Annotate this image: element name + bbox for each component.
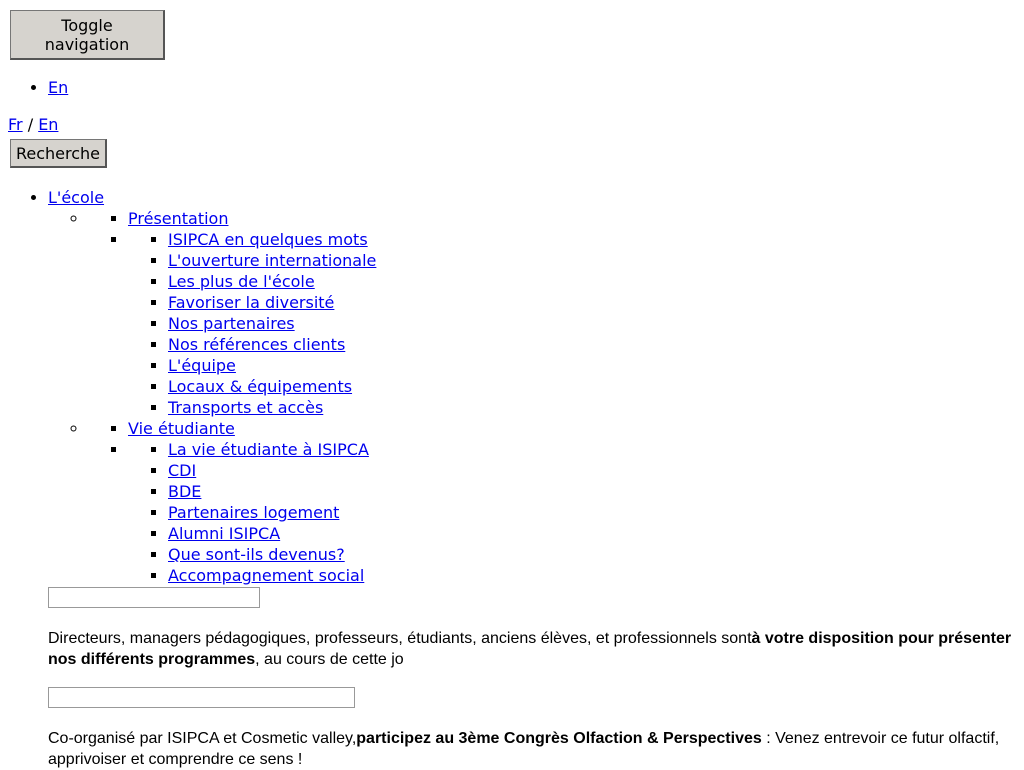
promo2-bold: participez au 3ème Congrès Olfaction & Perspectives [356,730,762,747]
nav-link-references-clients[interactable]: Nos références clients [168,335,346,354]
nav-link-alumni[interactable]: Alumni ISIPCA [168,524,281,543]
lang-en-link[interactable]: En [48,78,69,97]
nav-link-ecole[interactable]: L'école [48,188,105,207]
toggle-label-line1: Toggle [61,15,113,35]
nav-link-equipe[interactable]: L'équipe [168,356,236,375]
nav-ecole-submenu [48,208,376,586]
nav-link-ouverture-internationale[interactable]: L'ouverture internationale [168,251,377,270]
main-nav [0,187,376,586]
nav-item-presentation [88,208,376,418]
promo1-text: Directeurs, managers pédagogiques, professeurs, étudiants, anciens élèves, et professionnels sont [48,630,752,647]
lang-en-link-2[interactable]: En [38,115,59,134]
language-list [0,78,68,98]
promo-text-2 [48,728,1018,770]
nav-link-diversite[interactable]: Favoriser la diversité [168,293,335,312]
nav-link-vie-isipca[interactable]: La vie étudiante à ISIPCA [168,440,369,459]
language-list-item [48,78,68,98]
nav-link-devenus[interactable]: Que sont-ils devenus? [168,545,345,564]
nav-link-logement[interactable]: Partenaires logement [168,503,340,522]
promo-image-placeholder-1 [48,587,260,608]
search-button[interactable]: Recherche [10,139,107,168]
nav-group-vie [128,418,376,439]
promo1-bold: à votre disposition pour présenter nos différents programmes [48,630,1012,668]
lang-fr-link[interactable]: Fr [8,115,23,134]
nav-item-ecole [48,187,376,586]
nav-link-accompagnement[interactable]: Accompagnement social [168,566,365,585]
promo1-tail: , au cours de cette jo [255,651,404,668]
nav-link-vie-etudiante[interactable]: Vie étudiante [128,419,235,438]
promo2-tail: : Venez entrevoir ce futur olfactif, apprivoiser et comprendre ce sens ! [48,730,1000,768]
nav-link-plus-ecole[interactable]: Les plus de l'école [168,272,315,291]
nav-link-presentation[interactable]: Présentation [128,209,229,228]
presentation-submenu [128,229,376,418]
nav-link-locaux[interactable]: Locaux & équipements [168,377,353,396]
lang-separator: / [22,115,39,134]
nav-group-presentation-items [128,229,376,418]
promo2-text: Co-organisé par ISIPCA et Cosmetic valley, [48,730,357,747]
toggle-navigation-button[interactable] [10,10,165,60]
nav-item-vie-etudiante [88,418,376,586]
language-switcher [8,115,58,135]
nav-group-vie-items [128,439,376,586]
nav-link-isipca-quelques-mots[interactable]: ISIPCA en quelques mots [168,230,368,249]
nav-link-transports[interactable]: Transports et accès [168,398,324,417]
vie-submenu [128,439,376,586]
nav-link-bde[interactable]: BDE [168,482,202,501]
toggle-label-line2: navigation [44,34,130,54]
nav-link-cdi[interactable]: CDI [168,461,197,480]
promo-text-1 [48,628,1018,670]
nav-group-presentation [128,208,376,229]
promo-image-placeholder-2 [48,687,355,708]
nav-link-partenaires[interactable]: Nos partenaires [168,314,295,333]
